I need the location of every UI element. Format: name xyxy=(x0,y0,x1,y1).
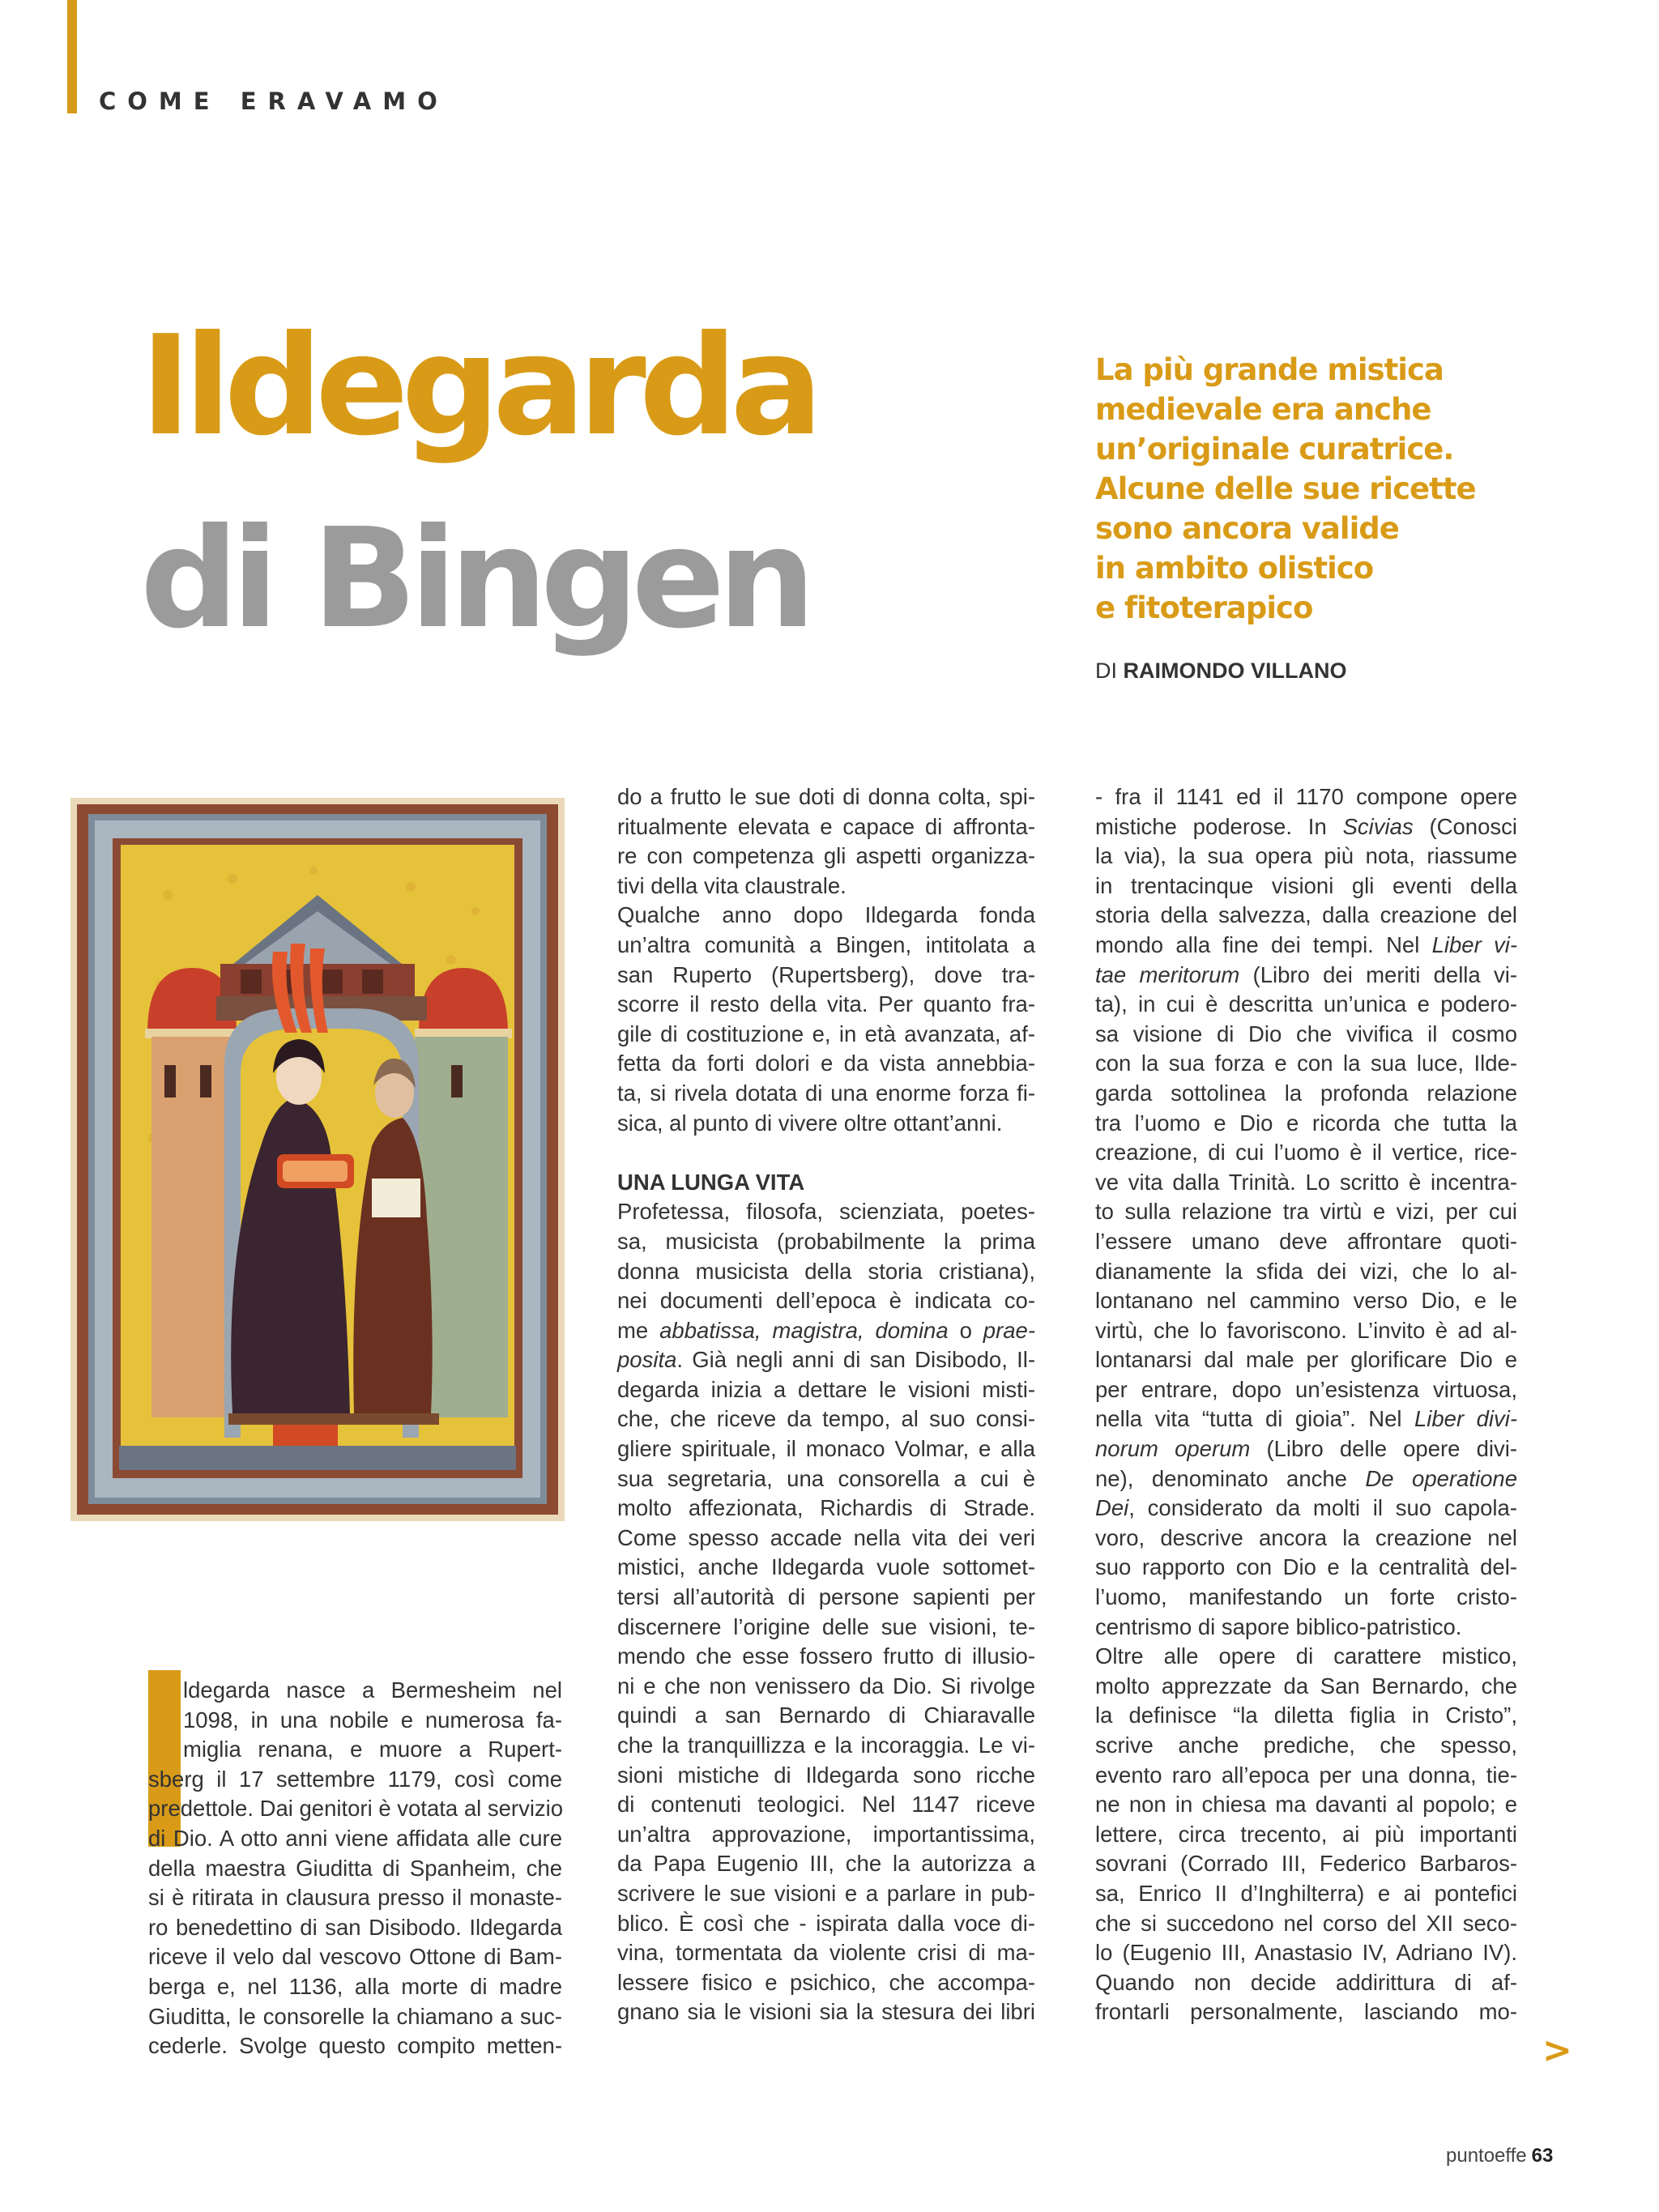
text-line xyxy=(1095,961,1517,991)
text-line: lontanarsi dal male per glorificare Dio e xyxy=(1095,1347,1517,1373)
article-title-line-1: Ildegarda xyxy=(140,306,817,467)
text-line: san Ruperto (Rupertsberg), dove tra- xyxy=(617,961,1035,987)
text-line xyxy=(617,1345,1035,1375)
text-run: me xyxy=(617,1317,660,1343)
text-run: o xyxy=(948,1317,983,1343)
italic-text: Dei xyxy=(1095,1495,1129,1521)
text-line: la definisce “la diletta figlia in Cristo”, xyxy=(1095,1703,1517,1728)
text-line: sioni mistiche di Ildegarda sono ricche xyxy=(617,1762,1035,1788)
subtitle-line: Alcune delle sue ricette xyxy=(1095,471,1476,506)
paragraph-gap xyxy=(617,1138,1035,1168)
text-line: tersi all’autorità di persone sapienti per xyxy=(617,1584,1035,1610)
text-line: nei documenti dell’epoca è indicata co- xyxy=(617,1288,1035,1314)
text-line: ni e che non venissero da Dio. Si rivolge xyxy=(617,1673,1035,1698)
text-line: gile di costituzione e, in età avanzata, af- xyxy=(617,1021,1035,1046)
text-line: garda sottolinea la profonda relazione xyxy=(1095,1080,1517,1106)
text-line: un’altra approvazione, importantissima, xyxy=(617,1821,1035,1847)
text-line: sica, al punto di vivere oltre ottant’anni. xyxy=(617,1110,1003,1136)
text-line: scorre il resto della vita. Per quanto fra- xyxy=(617,991,1035,1017)
text-line: riceve il velo dal vescovo Ottone di Bam- xyxy=(148,1944,562,1970)
text-line: miglia renana, e muore a Rupert- xyxy=(183,1737,562,1762)
text-line: sa, Enrico II d’Inghilterra) e ai pontefici xyxy=(1095,1880,1517,1906)
text-line: mistici, anche Ildegarda vuole sottomet- xyxy=(617,1554,1035,1580)
text-column-1 xyxy=(148,1676,564,2061)
text-line xyxy=(1095,812,1517,842)
text-line: Qualche anno dopo Ildegarda fonda xyxy=(617,902,1035,928)
subtitle-line: un’originale curatrice. xyxy=(1095,432,1454,467)
text-line: tra l’uomo e Dio e ricorda che tutta la xyxy=(1095,1110,1517,1136)
text-line: Oltre alle opere di carattere mistico, xyxy=(1095,1643,1517,1669)
text-column-3 xyxy=(1095,782,1517,2027)
text-line: ta, si rivela dotata di una enorme forza fi- xyxy=(617,1080,1035,1106)
text-line: con la sua forza e con la sua luce, Ilde- xyxy=(1095,1051,1517,1076)
text-line: Quando non decide addirittura di af- xyxy=(1095,1969,1517,1995)
text-line: lettere, circa trecento, ai più importanti xyxy=(1095,1821,1517,1847)
text-line: ritualmente elevata e capace di affronta- xyxy=(617,813,1035,839)
text-line: l’uomo, manifestando un forte cristo- xyxy=(1095,1584,1517,1610)
text-line: ve vita dalla Trinità. Lo scritto è incentra- xyxy=(1095,1169,1517,1195)
text-line: per entrare, dopo un’esistenza virtuosa, xyxy=(1095,1376,1517,1402)
text-line: scrive anche prediche, che spesso, xyxy=(1095,1733,1517,1758)
text-line: creazione, di cui l’uomo è il vertice, rice- xyxy=(1095,1140,1517,1166)
text-line: che si succedono nel corso del XII seco- xyxy=(1095,1910,1517,1936)
byline xyxy=(1095,658,1347,684)
subtitle-line: in ambito olistico xyxy=(1095,551,1374,586)
text-line: di Dio. A otto anni viene affidata alle cure xyxy=(148,1825,562,1851)
text-line: - fra il 1141 ed il 1170 compone opere xyxy=(1095,784,1517,809)
subtitle-line: e fitoterapico xyxy=(1095,590,1313,625)
text-line: ne non in chiesa ma davanti al popolo; e xyxy=(1095,1792,1517,1818)
text-line: virtù, che lo favoriscono. L’invito è ad al- xyxy=(1095,1317,1517,1343)
text-line: Giuditta, le consorelle la chiamano a suc- xyxy=(148,2003,562,2029)
italic-text: abbatissa, magistra, domina xyxy=(659,1317,949,1343)
text-line: re con competenza gli aspetti organizza- xyxy=(617,843,1035,869)
subtitle-line: medievale era anche xyxy=(1095,392,1431,427)
text-line: mendo che esse fossero frutto di illusio- xyxy=(617,1643,1035,1669)
text-line: che, che riceve da tempo, al suo consi- xyxy=(617,1406,1035,1432)
text-line: sovrani (Corrado III, Federico Barbaros- xyxy=(1095,1851,1517,1877)
text-line: voro, descrive ancora la creazione nel xyxy=(1095,1524,1517,1550)
text-line: tivi della vita claustrale. xyxy=(617,872,847,898)
italic-text: De operatione xyxy=(1365,1465,1518,1491)
text-line: Profetessa, filosofa, scienziata, poetes- xyxy=(617,1199,1035,1225)
text-line: suo rapporto con Dio e la centralità del- xyxy=(1095,1554,1517,1580)
text-line: 1098, in una nobile e numerosa fa- xyxy=(183,1707,562,1733)
text-line: lontanano nel cammino verso Dio, e le xyxy=(1095,1288,1517,1314)
continue-arrow-icon: > xyxy=(1542,2030,1572,2071)
text-line: in trentacinque visioni gli eventi della xyxy=(1095,872,1517,898)
text-run: nella vita “tutta di gioia”. Nel xyxy=(1095,1406,1414,1432)
text-run: mistiche poderose. In xyxy=(1095,813,1343,839)
italic-text: tae meritorum xyxy=(1095,961,1240,987)
text-line: Come spesso accade nella vita dei veri xyxy=(617,1524,1035,1550)
text-line: scrivere le sue visioni e a parlare in pub- xyxy=(617,1880,1035,1906)
text-line xyxy=(1095,1494,1517,1524)
text-line xyxy=(617,1316,1035,1346)
text-line: che la tranquillizza e la incoraggia. Le vi- xyxy=(617,1733,1035,1758)
text-line: discernere l’origine delle sue visioni, te- xyxy=(617,1613,1035,1639)
text-line xyxy=(1095,1434,1517,1464)
text-line: un’altra comunità a Bingen, intitolata a xyxy=(617,931,1035,957)
text-line: ta), in cui è descritta un’unica e podero- xyxy=(1095,991,1517,1017)
section-heading: UNA LUNGA VITA xyxy=(617,1169,805,1195)
page-number: 63 xyxy=(1531,2145,1554,2167)
text-line: storia della salvezza, dalla creazione del xyxy=(1095,902,1517,928)
article-subtitle xyxy=(1095,350,1516,628)
italic-text: norum operum xyxy=(1095,1436,1251,1462)
text-line: berga e, nel 1136, alla morte di madre xyxy=(148,1973,562,1999)
section-label: COME ERAVAMO xyxy=(99,87,449,115)
text-run: (Libro dei meriti della vi- xyxy=(1239,961,1518,987)
text-line: predettole. Dai genitori è votata al servizio xyxy=(148,1796,564,1822)
section-accent-bar xyxy=(67,0,77,113)
article-title-line-2: di Bingen xyxy=(140,499,809,659)
text-run: . Già negli anni di san Disibodo, Il- xyxy=(676,1347,1035,1373)
byline-prefix: DI xyxy=(1095,658,1117,683)
text-line: gnano sia le visioni sia la stesura dei libri xyxy=(617,1999,1035,2025)
subtitle-line: sono ancora valide xyxy=(1095,511,1399,546)
text-line: ro benedettino di san Disibodo. Ildegarda xyxy=(148,1914,562,1940)
text-line: sa visione di Dio che vivifica il cosmo xyxy=(1095,1021,1517,1046)
text-line: to sulla relazione tra virtù e vizi, per cui xyxy=(1095,1199,1517,1225)
text-line xyxy=(1095,931,1517,961)
text-line: lessere fisico e psichico, che accompa- xyxy=(617,1969,1035,1995)
text-line: ldegarda nasce a Bermesheim nel xyxy=(183,1677,562,1703)
text-line: sberg il 17 settembre 1179, così come xyxy=(148,1766,562,1792)
text-line: do a frutto le sue doti di donna colta, spi- xyxy=(617,784,1035,809)
text-line: sua segretaria, una consorella a cui è xyxy=(617,1465,1035,1491)
text-line xyxy=(1095,1464,1517,1494)
text-line: si è ritirata in clausura presso il monaste- xyxy=(148,1885,562,1911)
text-line: lo (Eugenio III, Anastasio IV, Adriano IV). xyxy=(1095,1940,1517,1966)
text-run: , considerato da molti il suo capola- xyxy=(1128,1495,1517,1521)
text-line: da Papa Eugenio III, che la autorizza a xyxy=(617,1851,1035,1877)
text-line: di contenuti teologici. Nel 1147 riceve xyxy=(617,1792,1035,1818)
text-line: fetta da forti dolori e da vista annebbia- xyxy=(617,1051,1035,1076)
text-line: gliere spirituale, il monaco Volmar, e alla xyxy=(617,1436,1035,1462)
text-line: blico. È così che - ispirata dalla voce di- xyxy=(617,1910,1035,1936)
byline-author: RAIMONDO VILLANO xyxy=(1123,658,1347,683)
text-line: quindi a san Bernardo di Chiaravalle xyxy=(617,1703,1035,1728)
italic-text: Scivias xyxy=(1342,813,1414,839)
subtitle-line: La più grande mistica xyxy=(1095,352,1444,387)
text-line: vina, tormentata da violente crisi di ma- xyxy=(617,1940,1035,1966)
text-run: mondo alla fine dei tempi. Nel xyxy=(1095,931,1432,957)
text-line: sa, musicista (probabilmente la prima xyxy=(617,1228,1035,1254)
italic-text: Liber vi- xyxy=(1431,931,1517,957)
text-line: cederle. Svolge questo compito metten- xyxy=(148,2033,562,2059)
text-line: molto affezionata, Richardis di Strade. xyxy=(617,1495,1035,1521)
page-footer xyxy=(1446,2145,1553,2167)
text-run: ne), denominato anche xyxy=(1095,1465,1366,1491)
text-line: frontarli personalmente, lasciando mo- xyxy=(1095,1999,1517,2025)
text-line: evento raro all’epoca per una donna, tie- xyxy=(1095,1762,1517,1788)
italic-text: Liber divi- xyxy=(1414,1406,1517,1432)
medieval-miniature-image xyxy=(70,798,565,1521)
text-line: degarda inizia a dettare le visioni misti- xyxy=(617,1376,1035,1402)
text-run: (Conosci xyxy=(1413,813,1517,839)
text-column-2 xyxy=(617,782,1035,2027)
text-line: molto apprezzate da San Bernardo, che xyxy=(1095,1673,1517,1698)
italic-text: posita xyxy=(617,1347,677,1373)
text-line: centrismo di sapore biblico-patristico. xyxy=(1095,1613,1462,1639)
text-line xyxy=(1095,1404,1517,1434)
text-line: donna musicista della storia cristiana), xyxy=(617,1258,1035,1284)
magazine-name: puntoeffe xyxy=(1446,2145,1527,2167)
text-line: dianamente la sfida dei vizi, che lo al- xyxy=(1095,1258,1517,1284)
text-line: la via), la sua opera più nota, riassume xyxy=(1095,843,1517,869)
text-line: l’essere umano deve affrontare quoti- xyxy=(1095,1228,1517,1254)
text-run: (Libro delle opere divi- xyxy=(1250,1436,1517,1462)
text-line: della maestra Giuditta di Spanheim, che xyxy=(148,1855,562,1881)
italic-text: prae- xyxy=(983,1317,1035,1343)
